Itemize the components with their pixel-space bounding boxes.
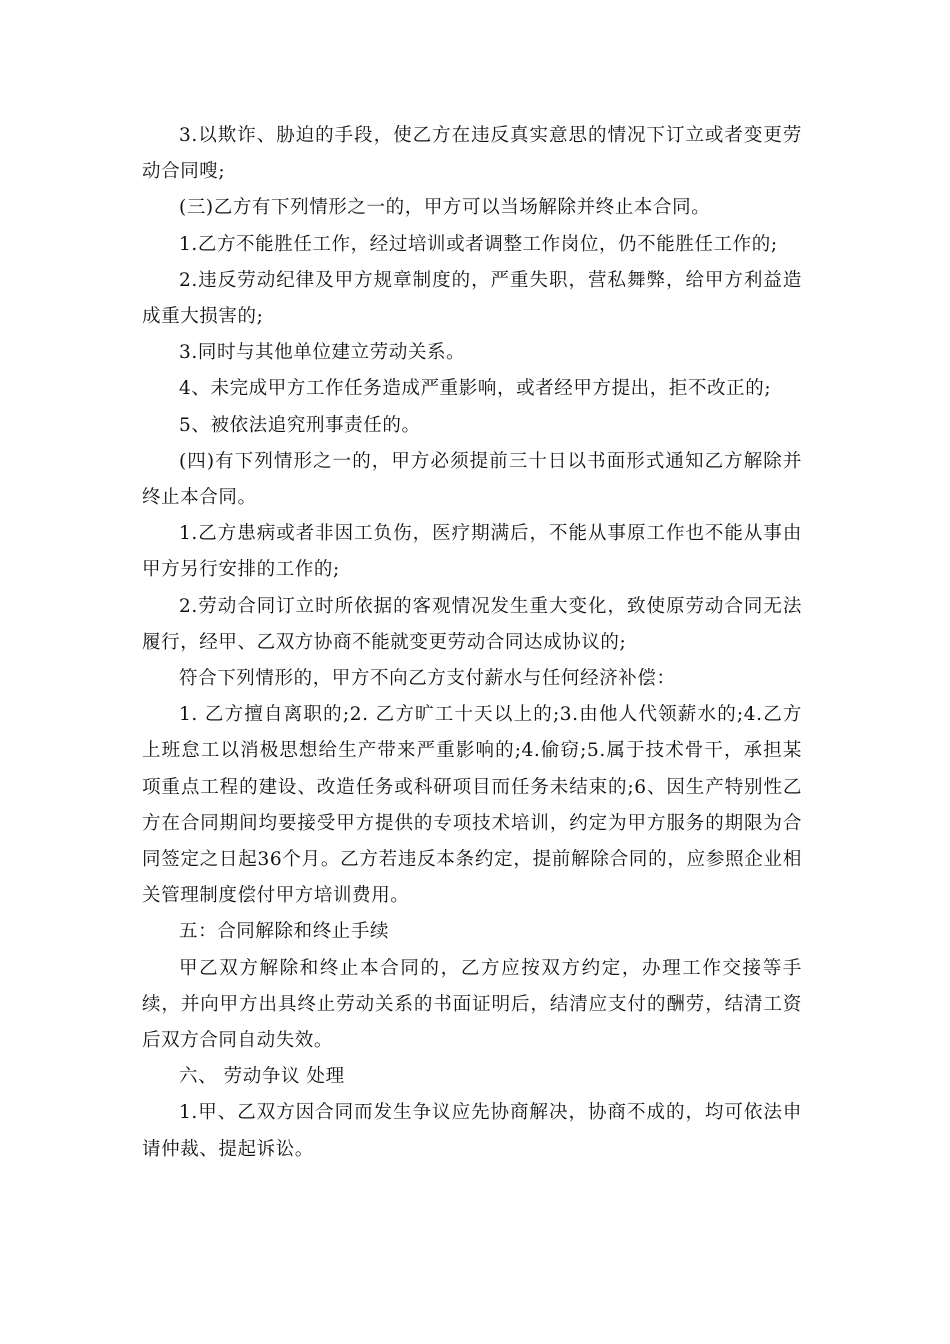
document-body: [142, 118, 802, 1168]
paragraph-section-3-heading: (三)乙方有下列情形之一的，甲方可以当场解除并终止本合同。: [179, 197, 711, 219]
paragraph-incompetence: 1.乙方不能胜任工作，经过培训或者调整工作岗位，仍不能胜任工作的;: [179, 233, 778, 255]
paragraph-dual-employment: 3.同时与其他单位建立劳动关系。: [179, 342, 466, 364]
paragraph-criminal-liability: 5、被依法追究刑事责任的。: [179, 414, 421, 436]
paragraph-circumstance-change: 2.劳动合同订立时所依据的客观情况发生重大变化，致使原劳动合同无法履行，经甲、乙双方协商不能就变更劳动合同达成协议的;: [142, 595, 802, 653]
paragraph-dispute-resolution: 1.甲、乙双方因合同而发生争议应先协商解决，协商不成的，均可依法申请仲裁、提起诉讼。: [142, 1102, 802, 1160]
paragraph-fraud-clause: 3.以欺诈、胁迫的手段，使乙方在违反真实意思的情况下订立或者变更劳动合同嗖;: [142, 125, 802, 183]
paragraph-no-compensation-heading: 符合下列情形的，甲方不向乙方支付薪水与任何经济补偿：: [179, 668, 676, 690]
section-5-heading: 五：合同解除和终止手续: [179, 921, 390, 943]
paragraph-section-4-heading: (四)有下列情形之一的，甲方必须提前三十日以书面形式通知乙方解除并终止本合同。: [142, 450, 802, 509]
paragraph-discipline-violation: 2.违反劳动纪律及甲方规章制度的，严重失职，营私舞弊，给甲方利益造成重大损害的;: [142, 269, 802, 328]
paragraph-no-compensation-cases: 1. 乙方擅自离职的;2. 乙方旷工十天以上的;3.由他人代领薪水的;4.乙方上班怠工以消极思想给生产带来严重影响的;4.偷窃;5.属于技术骨干，承担某项重点工程的建设、改造任务或科研项目而任务未结束的;6、因生产特别性乙方在合同期间均要接受甲方提供的专项技术培训，约定为甲方服务的期限为合同签定之日起36个月。乙方若违反本条约定，提前解除合同的，应参照企业相关管理制度偿付甲方培训费用。: [142, 704, 802, 907]
paragraph-termination-procedure: 甲乙双方解除和终止本合同的，乙方应按双方约定，办理工作交接等手续，并向甲方出具终止劳动关系的书面证明后，结清应支付的酬劳，结清工资后双方合同自动失效。: [142, 957, 802, 1052]
section-6-heading: 六、 劳动争议 处理: [179, 1066, 345, 1088]
paragraph-unfinished-tasks: 4、未完成甲方工作任务造成严重影响，或者经甲方提出，拒不改正的;: [179, 378, 772, 400]
paragraph-illness-injury: 1.乙方患病或者非因工负伤，医疗期满后，不能从事原工作也不能从事由甲方另行安排的工作的;: [142, 523, 802, 581]
